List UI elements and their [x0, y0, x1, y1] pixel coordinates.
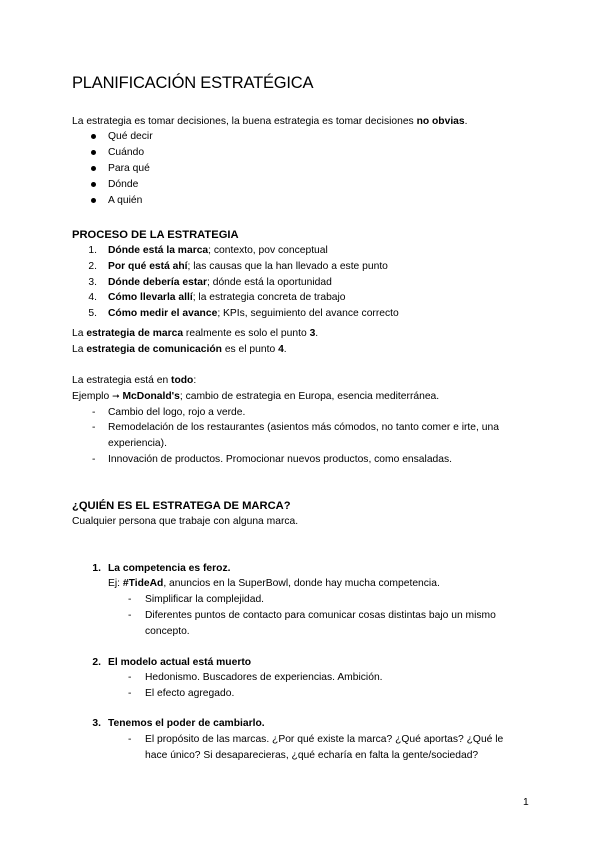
list-number: 4.	[88, 292, 97, 303]
list-item-continuation: experiencia).	[108, 438, 167, 449]
step-bold: Cómo medir el avance	[108, 308, 218, 319]
text-bold: 3	[309, 328, 316, 339]
list-number: 1.	[88, 245, 97, 256]
point-title: El modelo actual está muerto	[108, 657, 252, 668]
list-item: Innovación de productos. Promocionar nuevos productos, como ensaladas.	[108, 454, 453, 465]
dash-marker: -	[128, 594, 132, 605]
arrow-right-icon: ➞	[112, 391, 120, 401]
text: La	[72, 344, 87, 355]
text: , anuncios en la SuperBowl, donde hay mucha competencia.	[163, 578, 440, 589]
section-subtitle: Cualquier persona que trabaje con alguna marca.	[72, 516, 299, 527]
list-item: Remodelación de los restaurantes (asientos más cómodos, no tanto comer e irte, una	[108, 422, 499, 433]
list-number: 1.	[92, 563, 101, 574]
intro-text: La estrategia es tomar decisiones, la buena estrategia es tomar decisiones	[72, 116, 417, 127]
list-item: El propósito de las marcas. ¿Por qué existe la marca? ¿Qué aportas? ¿Qué le	[145, 734, 504, 745]
text: La estrategia está en	[72, 375, 172, 386]
dash-marker: -	[128, 610, 132, 621]
text-bold: todo	[171, 375, 194, 386]
text: Ej:	[108, 578, 123, 589]
text-bold: estrategia de comunicación	[86, 344, 222, 355]
dash-marker: -	[128, 688, 132, 699]
list-item	[108, 308, 399, 319]
list-item	[108, 245, 328, 256]
hashtag: #TideAd	[122, 578, 164, 589]
intro-end: .	[464, 116, 468, 127]
list-item: Cambio del logo, rojo a verde.	[108, 407, 246, 418]
step-bold: Por qué está ahí	[108, 261, 188, 272]
text: La	[72, 328, 87, 339]
list-item-continuation: hace único? Si desaparecieras, ¿qué echaría en falta la gente/sociedad?	[145, 750, 479, 761]
dash-marker: -	[92, 422, 96, 433]
point-title: Tenemos el poder de cambiarlo.	[108, 718, 265, 729]
list-item: Dónde	[108, 179, 139, 190]
bullet-dot	[91, 198, 96, 203]
dash-marker: -	[92, 454, 96, 465]
text: :	[193, 375, 197, 386]
bullet-dot	[91, 150, 96, 155]
step-bold: Cómo llevarla allí	[108, 292, 193, 303]
intro-bold: no obvias	[416, 116, 465, 127]
step-rest: ; dónde está la oportunidad	[207, 277, 332, 288]
point-title: La competencia es feroz.	[108, 563, 231, 574]
list-item: Hedonismo. Buscadores de experiencias. Ambición.	[145, 672, 383, 683]
step-rest: ; la estrategia concreta de trabajo	[192, 292, 346, 303]
list-number: 2.	[88, 261, 97, 272]
strategy-everything	[72, 375, 196, 386]
text: .	[283, 344, 287, 355]
text: realmente es solo el punto	[183, 328, 310, 339]
section-heading-process: PROCESO DE LA ESTRATEGIA	[72, 229, 239, 241]
page-number: 1	[523, 797, 529, 808]
dash-marker: -	[128, 672, 132, 683]
text: ; cambio de estrategia en Europa, esencia mediterránea.	[179, 391, 440, 402]
list-number: 2.	[92, 657, 101, 668]
communication-strategy-note	[72, 344, 287, 355]
step-rest: ; las causas que la han llevado a este punto	[187, 261, 388, 272]
example-line	[72, 391, 439, 402]
list-item: Para qué	[108, 163, 150, 174]
dash-marker: -	[92, 407, 96, 418]
section-heading-strategist: ¿QUIÉN ES EL ESTRATEGA DE MARCA?	[72, 500, 291, 512]
text: es el punto	[221, 344, 279, 355]
bullet-dot	[91, 182, 96, 187]
list-item	[108, 292, 346, 303]
list-number: 3.	[92, 718, 101, 729]
brand-strategy-note	[72, 328, 318, 339]
list-number: 5.	[88, 308, 97, 319]
list-item: A quién	[108, 195, 143, 206]
list-item: Qué decir	[108, 131, 153, 142]
intro-paragraph	[72, 116, 468, 127]
list-item: Diferentes puntos de contacto para comunicar cosas distintas bajo un mismo	[145, 610, 496, 621]
example-line	[108, 578, 440, 589]
dash-marker: -	[128, 734, 132, 745]
bullet-dot	[91, 166, 96, 171]
step-rest: ; KPIs, seguimiento del avance correcto	[217, 308, 399, 319]
step-bold: Dónde debería estar	[108, 277, 207, 288]
list-item-continuation: concepto.	[145, 626, 190, 637]
list-item: El efecto agregado.	[145, 688, 235, 699]
list-item: Simplificar la complejidad.	[145, 594, 265, 605]
text-bold: 4	[278, 344, 284, 355]
page-title: PLANIFICACIÓN ESTRATÉGICA	[72, 74, 314, 92]
list-number: 3.	[88, 277, 97, 288]
step-rest: ; contexto, pov conceptual	[208, 245, 328, 256]
text: .	[315, 328, 319, 339]
list-item: Cuándo	[108, 147, 145, 158]
bullet-dot	[91, 134, 96, 139]
text: Ejemplo	[72, 391, 113, 402]
text-bold: estrategia de marca	[86, 328, 184, 339]
step-bold: Dónde está la marca	[108, 245, 209, 256]
list-item	[108, 261, 388, 272]
list-item	[108, 277, 332, 288]
text-bold: McDonald's	[119, 391, 180, 402]
